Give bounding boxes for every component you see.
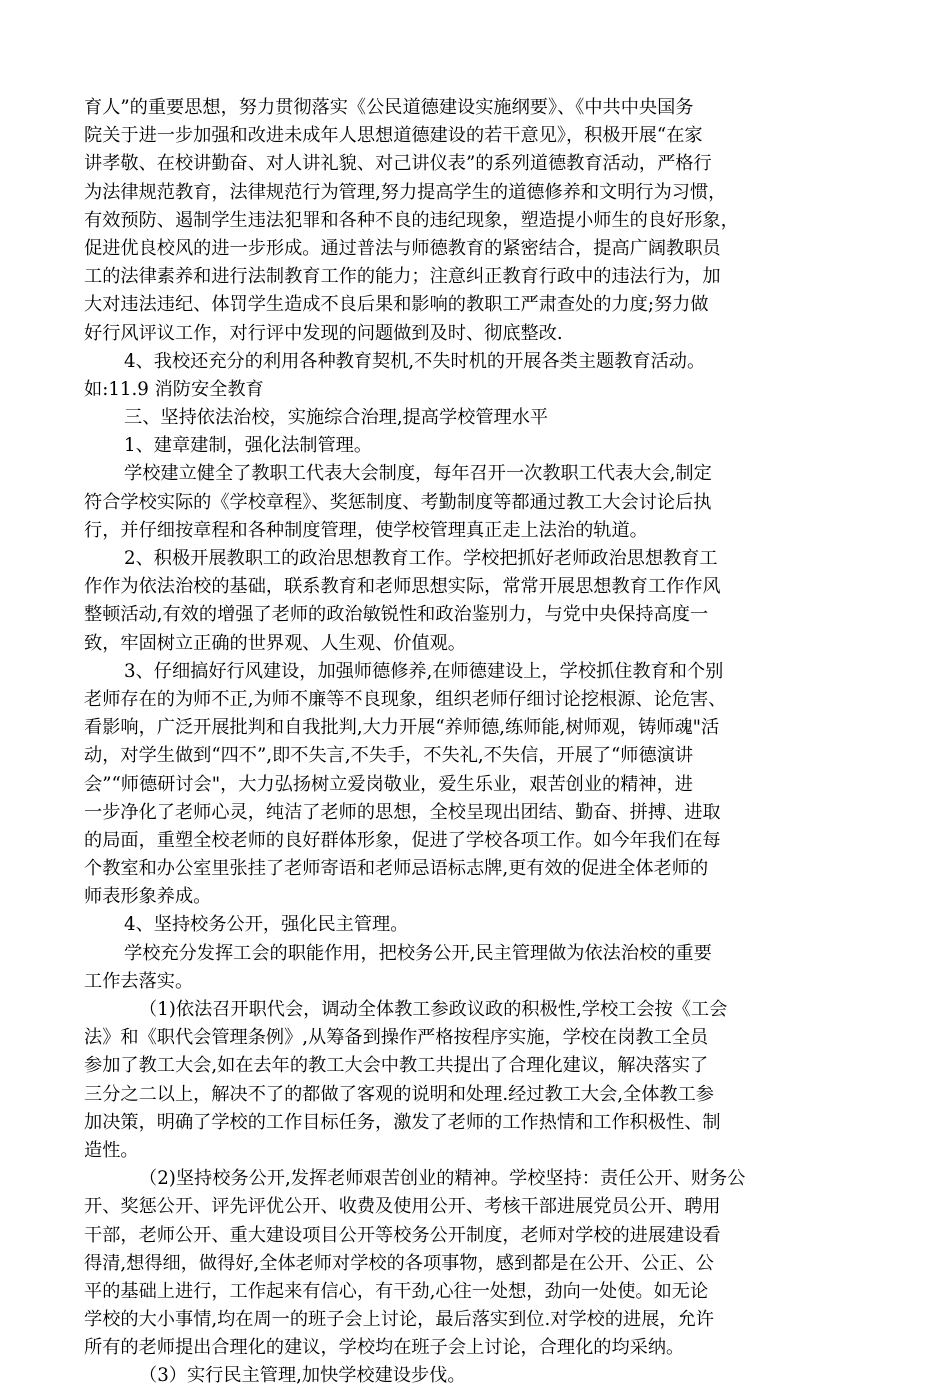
text-line: 开、奖惩公开、评先评优公开、收费及使用公开、考核干部进展党员公开、聘用 (84, 1196, 721, 1218)
text-line: 会”“师德研讨会"，大力弘扬树立爱岗敬业，爱生乐业，艰苦创业的精神，进 (84, 773, 693, 795)
text-line: 加决策，明确了学校的工作目标任务，激发了老师的工作热情和工作积极性、制 (84, 1111, 721, 1133)
text-line: 参加了教工大会,如在去年的教工大会中教工共提出了合理化建议，解决落实了 (84, 1055, 709, 1077)
text-line: 如:11.9 消防安全教育 (84, 378, 264, 400)
text-line: 平的基础上进行，工作起来有信心，有干劲,心往一处想，劲向一处使。如无论 (84, 1280, 709, 1302)
text-line: 动，对学生做到“四不”,即不失言,不失手，不失礼,不失信，开展了“师德演讲 (84, 745, 694, 767)
text-line: 致，牢固树立正确的世界观、人生观、价值观。 (84, 632, 466, 654)
text-line: 三分之二以上，解决不了的都做了客观的说明和处理.经过教工大会,全体教工参 (84, 1083, 714, 1105)
paragraph-start: （1)依法召开职代会，调动全体教工参政议政的积极性,学校工会按《工会 (139, 999, 728, 1020)
text-line: 行，并仔细按章程和各种制度管理，使学校管理真正走上法治的轨道。 (84, 519, 648, 541)
paragraph-start: （3）实行民主管理,加快学校建设步伐。 (139, 1365, 466, 1387)
document-body (84, 94, 866, 1391)
paragraph-start: 2、积极开展教职工的政治思想教育工作。学校把抓好老师政治思想教育工 (124, 548, 718, 569)
text-line: 造性。 (84, 1139, 139, 1161)
text-line: 看影响，广泛开展批判和自我批判,大力开展“养师德,练师能,树师观，铸师魂"活 (84, 717, 720, 739)
text-line: 大对违法违纪、体罚学生造成不良后果和影响的教职工严肃查处的力度;努力做 (84, 294, 709, 316)
text-line: 学校的大小事情,均在周一的班子会上讨论，最后落实到位.对学校的进展，允许 (84, 1309, 714, 1331)
paragraph-start: 3、仔细搞好行风建设，加强师德修养,在师德建设上，学校抓住教育和个别 (124, 660, 724, 682)
text-line: 整顿活动,有效的增强了老师的政治敏锐性和政治鉴别力，与党中央保持高度一 (84, 604, 709, 626)
text-line: 为法律规范教育，法律规范行为管理,努力提高学生的道德修养和文明行为习惯， (84, 181, 727, 203)
text-line: 讲孝敬、在校讲勤奋、对人讲礼貌、对己讲仪表”的系列道德教育活动，严格行 (84, 153, 712, 175)
text-line: 得清,想得细，做得好,全体老师对学校的各项事物，感到都是在公开、公正、公 (84, 1252, 714, 1274)
text-line: 院关于进一步加强和改进未成年人思想道德建设的若干意见》，积极开展“在家 (84, 125, 703, 147)
subsection-heading: 1、建章建制，强化法制管理。 (124, 435, 373, 457)
text-line: 符合学校实际的《学校章程》、奖惩制度、考勤制度等都通过教工大会讨论后执 (84, 491, 712, 513)
text-line: 有效预防、遏制学生违法犯罪和各种不良的违纪现象，塑造提小师生的良好形象， (84, 209, 739, 231)
text-line: 育人”的重要思想，努力贯彻落实《公民道德建设实施纲要》、《中共中央国务 (84, 97, 694, 118)
text-line: 工作去落实。 (84, 970, 194, 992)
text-line: 所有的老师提出合理化的建议，学校均在班子会上讨论，合理化的均采纳。 (84, 1337, 685, 1359)
text-line: 干部，老师公开、重大建设项目公开等校务公开制度，老师对学校的进展建设看 (84, 1224, 721, 1246)
text-line: 好行风评议工作，对行评中发现的问题做到及时、彻底整改. (84, 322, 563, 344)
text-line: 促进优良校风的进一步形成。通过普法与师德教育的紧密结合，提高广阔教职员 (84, 237, 721, 259)
text-line: 法》和《职代会管理条例》,从筹备到操作严格按程序实施，学校在岗教工全员 (84, 1027, 709, 1049)
paragraph-start: （2)坚持校务公开,发挥老师艰苦创业的精神。学校坚持：责任公开、财务公 (139, 1168, 746, 1190)
paragraph-start: 学校充分发挥工会的职能作用，把校务公开,民主管理做为依法治校的重要 (124, 942, 712, 964)
text-line: 的局面，重塑全校老师的良好群体形象，促进了学校各项工作。如今年我们在每 (84, 829, 721, 851)
text-line: 作作为依法治校的基础，联系教育和老师思想实际，常常开展思想教育工作作风 (84, 576, 721, 598)
section-heading: 三、坚持依法治校，实施综合治理,提高学校管理水平 (124, 407, 549, 429)
paragraph-start: 4、我校还充分的利用各种教育契机,不失时机的开展各类主题教育活动。 (124, 350, 706, 372)
text-line: 师表形象养成。 (84, 886, 212, 908)
paragraph-start: 学校建立健全了教职工代表大会制度，每年召开一次教职工代表大会,制定 (124, 463, 712, 485)
text-line: 一步净化了老师心灵，纯洁了老师的思想，全校呈现出团结、勤奋、拼搏、进取 (84, 801, 721, 823)
text-line: 老师存在的为师不正,为师不廉等不良现象，组织老师仔细讨论挖根源、论危害、 (84, 688, 727, 710)
subsection-heading: 4、坚持校务公开，强化民主管理。 (124, 914, 409, 936)
text-line: 个教室和办公室里张挂了老师寄语和老师忌语标志牌,更有效的促进全体老师的 (84, 858, 709, 880)
text-line: 工的法律素养和进行法制教育工作的能力；注意纠正教育行政中的违法行为，加 (84, 266, 721, 288)
